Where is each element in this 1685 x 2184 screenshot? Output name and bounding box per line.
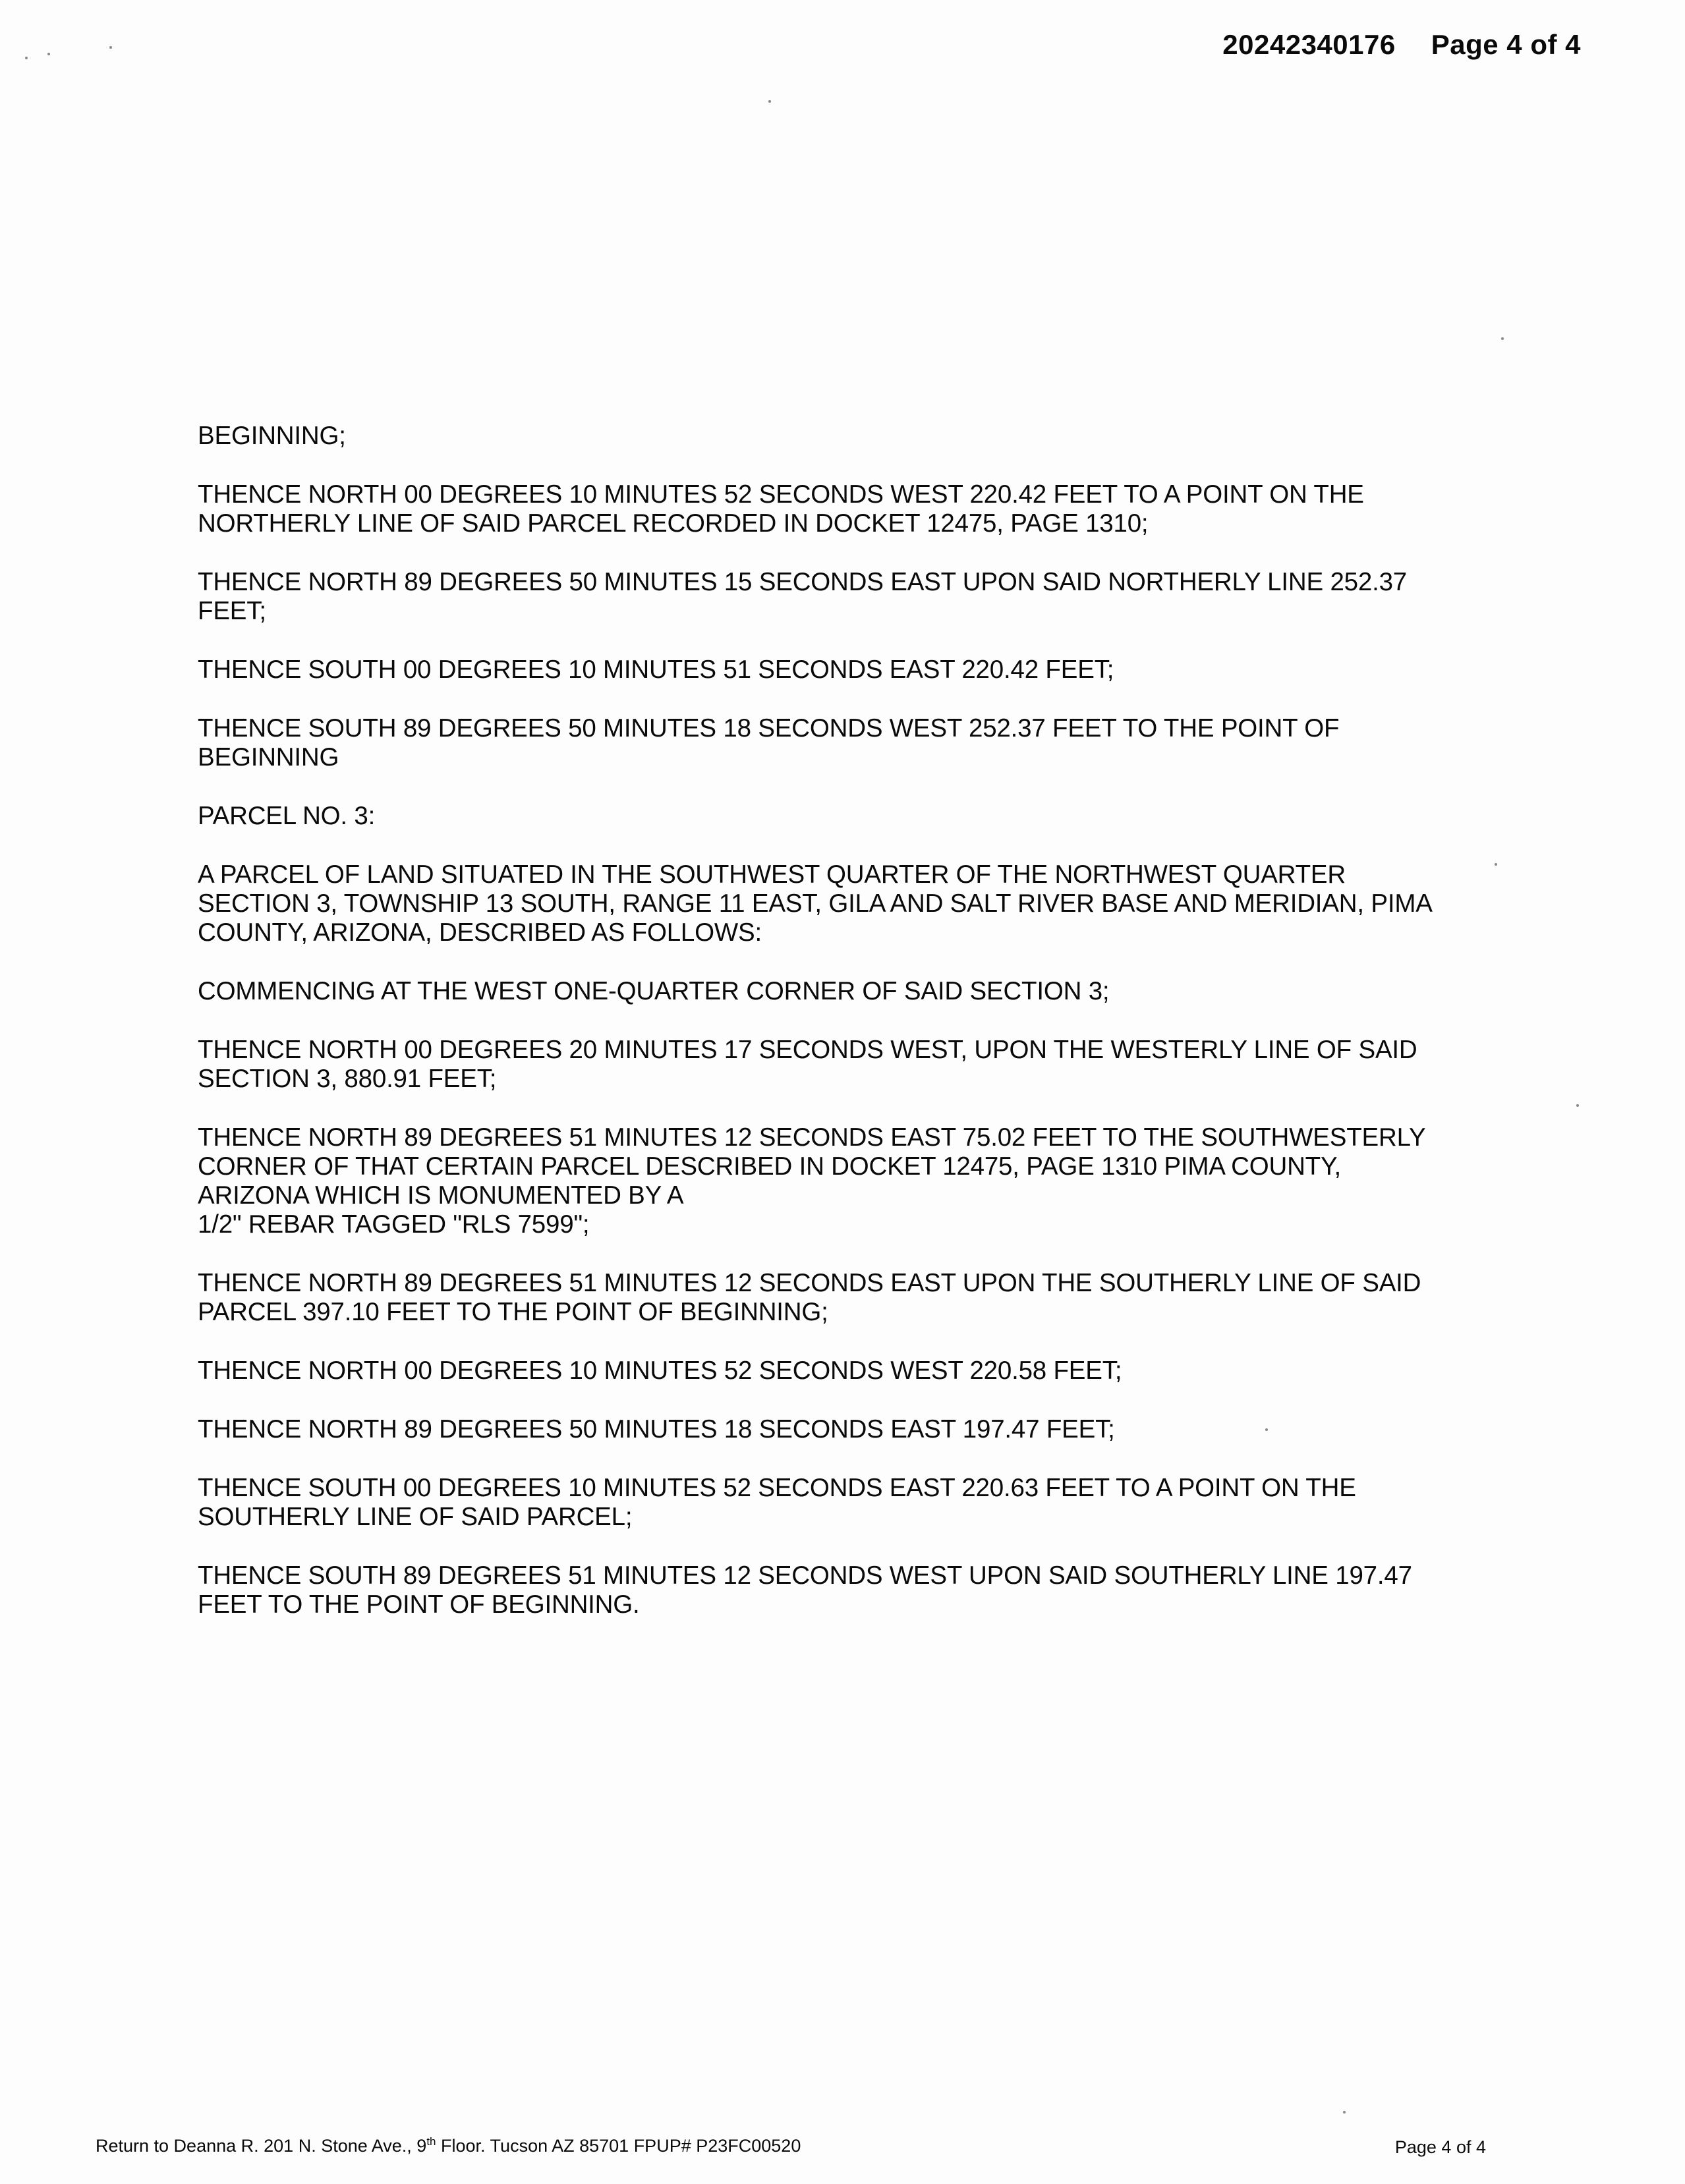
scan-speck bbox=[1495, 863, 1497, 866]
header-page-label: Page 4 of 4 bbox=[1431, 29, 1581, 60]
paragraph-course: THENCE NORTH 89 DEGREES 51 MINUTES 12 SECONDS EAST UPON THE SOUTHERLY LINE OF SAID PARCEL 397.10 FEET TO THE POINT OF BEGINNING; bbox=[198, 1269, 1421, 1326]
scan-speck bbox=[1265, 1428, 1268, 1431]
paragraph-course: THENCE SOUTH 89 DEGREES 50 MINUTES 18 SECONDS WEST 252.37 FEET TO THE POINT OF BEGINNING bbox=[198, 714, 1340, 771]
footer-return-sup: th bbox=[426, 2135, 436, 2148]
page-header bbox=[1222, 29, 1581, 61]
footer-page-label: Page 4 of 4 bbox=[1394, 2137, 1486, 2157]
footer-return-suffix: Floor. Tucson AZ 85701 FPUP# P23FC00520 bbox=[436, 2136, 801, 2156]
parcel-heading: PARCEL NO. 3: bbox=[198, 802, 376, 830]
scan-speck bbox=[47, 53, 50, 55]
paragraph-beginning: BEGINNING; bbox=[198, 422, 346, 450]
paragraph-course: THENCE NORTH 89 DEGREES 51 MINUTES 12 SECONDS EAST 75.02 FEET TO THE SOUTHWESTERLY CORNER OF THAT CERTAIN PARCEL DESCRIBED IN DOCKET 12475, PAGE 1310 PIMA COUNTY, ARIZONA WHICH IS MONUMENTED BY A 1/2" REBAR TAGGED "RLS 7599"; bbox=[198, 1123, 1426, 1239]
paragraph-course: THENCE SOUTH 00 DEGREES 10 MINUTES 51 SECONDS EAST 220.42 FEET; bbox=[198, 656, 1114, 684]
paragraph-course: THENCE SOUTH 00 DEGREES 10 MINUTES 52 SECONDS EAST 220.63 FEET TO A POINT ON THE SOUTHERLY LINE OF SAID PARCEL; bbox=[198, 1474, 1356, 1531]
paragraph-course: THENCE NORTH 00 DEGREES 10 MINUTES 52 SECONDS WEST 220.58 FEET; bbox=[198, 1357, 1122, 1385]
return-address-footer bbox=[96, 2135, 801, 2156]
paragraph-course: THENCE NORTH 00 DEGREES 20 MINUTES 17 SECONDS WEST, UPON THE WESTERLY LINE OF SAID SECTION 3, 880.91 FEET; bbox=[198, 1036, 1417, 1093]
scan-speck bbox=[1576, 1104, 1579, 1107]
paragraph-course: THENCE NORTH 89 DEGREES 50 MINUTES 18 SECONDS EAST 197.47 FEET; bbox=[198, 1415, 1115, 1443]
scan-speck bbox=[1343, 2111, 1346, 2114]
scan-speck bbox=[1501, 337, 1504, 340]
paragraph-course: THENCE NORTH 89 DEGREES 50 MINUTES 15 SECONDS EAST UPON SAID NORTHERLY LINE 252.37 FEET; bbox=[198, 568, 1408, 625]
paragraph-course: THENCE SOUTH 89 DEGREES 51 MINUTES 12 SECONDS WEST UPON SAID SOUTHERLY LINE 197.47 FEET TO THE POINT OF BEGINNING. bbox=[198, 1561, 1412, 1619]
footer-return-prefix: Return to Deanna R. 201 N. Stone Ave., 9 bbox=[96, 2136, 427, 2156]
paragraph-commencing: COMMENCING AT THE WEST ONE-QUARTER CORNER OF SAID SECTION 3; bbox=[198, 977, 1110, 1005]
scan-speck bbox=[768, 100, 771, 103]
paragraph-course: THENCE NORTH 00 DEGREES 10 MINUTES 52 SECONDS WEST 220.42 FEET TO A POINT ON THE NORTHERLY LINE OF SAID PARCEL RECORDED IN DOCKET 12475, PAGE 1310; bbox=[198, 480, 1364, 538]
record-number: 20242340176 bbox=[1222, 29, 1396, 60]
legal-description bbox=[198, 422, 1489, 1649]
parcel-description: A PARCEL OF LAND SITUATED IN THE SOUTHWEST QUARTER OF THE NORTHWEST QUARTER SECTION 3, TOWNSHIP 13 SOUTH, RANGE 11 EAST, GILA AND SALT RIVER BASE AND MERIDIAN, PIMA COUNTY, ARIZONA, DESCRIBED AS FOLLOWS: bbox=[198, 860, 1433, 947]
scan-speck bbox=[25, 57, 28, 59]
scan-speck bbox=[109, 46, 112, 49]
